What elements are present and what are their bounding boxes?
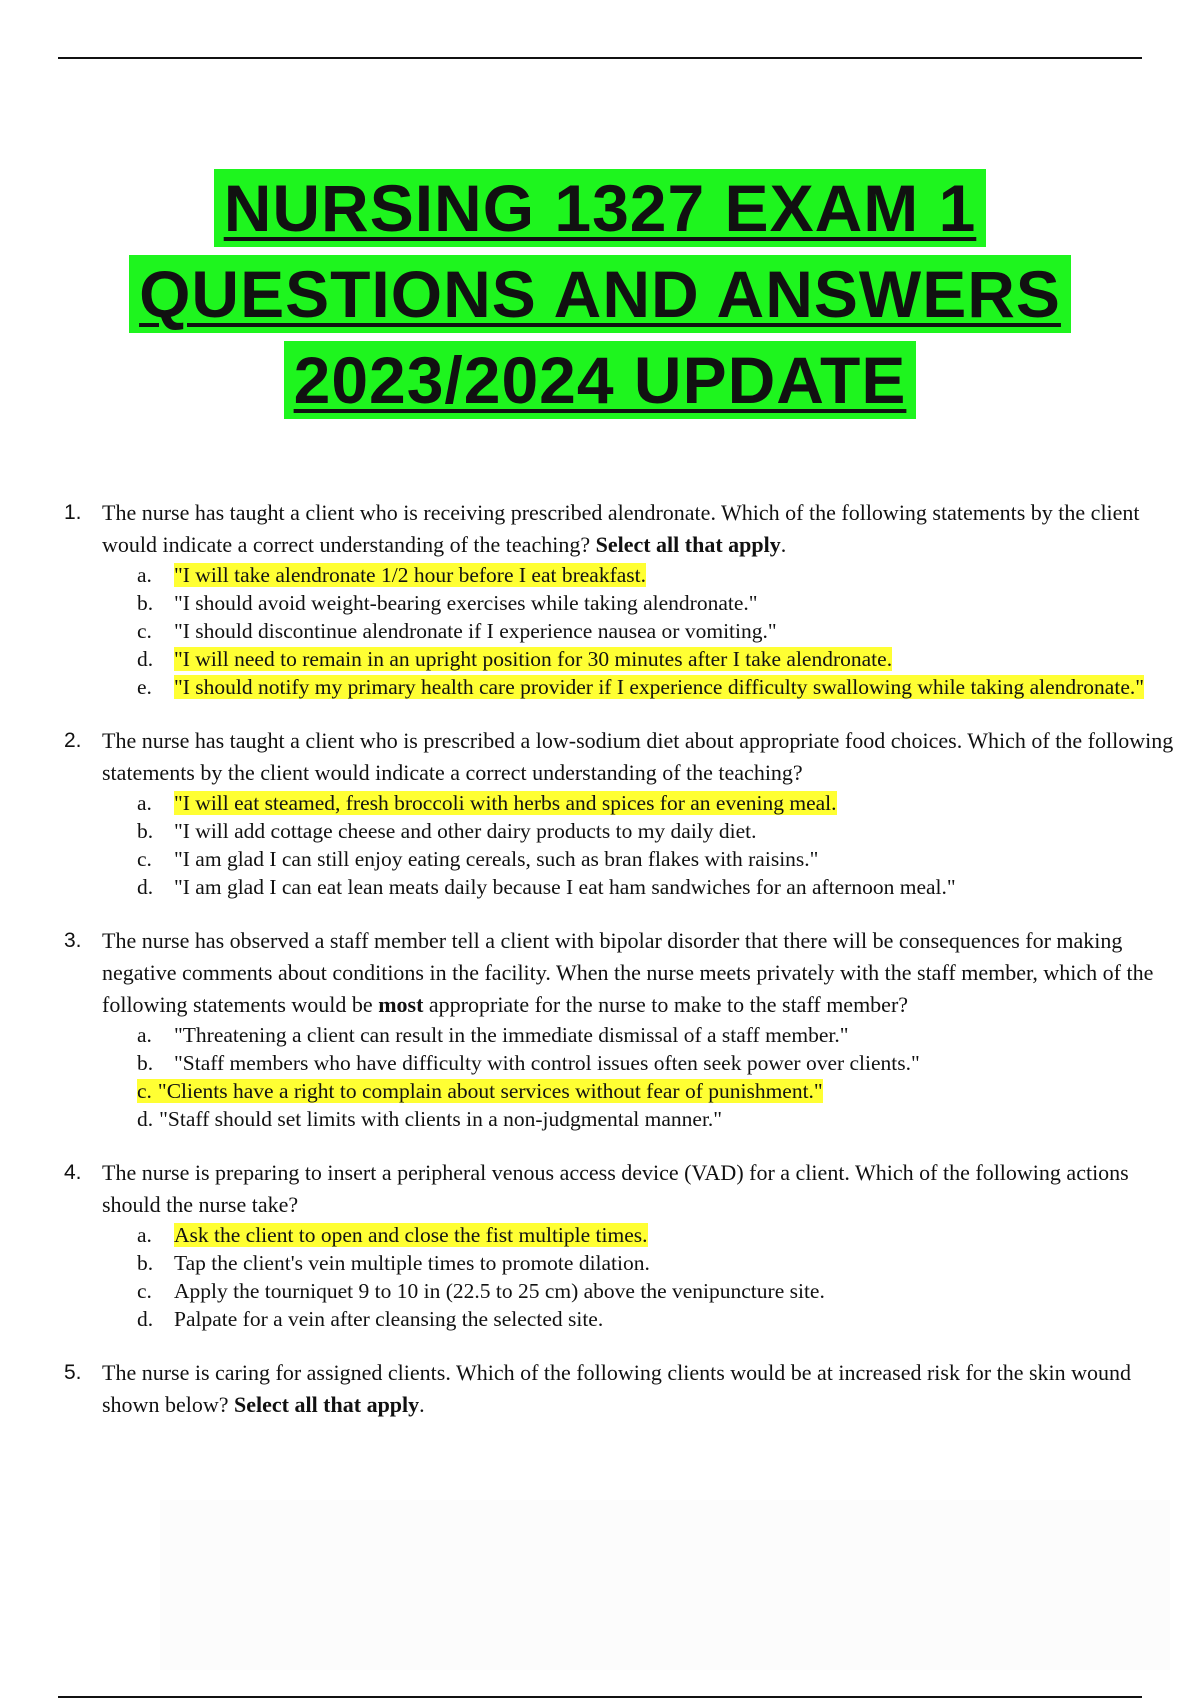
- option-text: "I am glad I can still enjoy eating cereals, such as bran flakes with raisins.": [174, 847, 819, 871]
- option-list: [102, 561, 1182, 701]
- option-d: [102, 1105, 1182, 1133]
- question-3: [64, 925, 1182, 1133]
- select-all-emphasis: Select all that apply: [233, 1392, 420, 1417]
- question-1: [64, 497, 1182, 701]
- option-d: [102, 1305, 1182, 1333]
- option-a: [102, 789, 1182, 817]
- bottom-rule: [58, 1696, 1142, 1698]
- question-stem-text: The nurse is caring for assigned clients. Which of the following clients would be at increased risk for the skin wound shown below?: [102, 1360, 1132, 1417]
- option-text: "I am glad I can eat lean meats daily because I eat ham sandwiches for an afternoon meal.": [174, 875, 956, 899]
- option-letter: a.: [137, 791, 152, 815]
- option-letter: d.: [137, 1307, 154, 1331]
- top-rule: [58, 57, 1142, 59]
- option-letter: d.: [137, 647, 154, 671]
- option-letter: d.: [137, 875, 154, 899]
- title-line-2: QUESTIONS AND ANSWERS: [129, 255, 1071, 333]
- option-letter: c.: [137, 1079, 152, 1103]
- option-letter: b.: [137, 819, 154, 843]
- option-d: [102, 873, 1182, 901]
- option-letter: a.: [137, 1223, 152, 1247]
- option-list: [102, 1221, 1182, 1333]
- option-list: [102, 789, 1182, 901]
- option-b: [102, 1049, 1182, 1077]
- stem-tail: .: [780, 532, 787, 557]
- question-5: [64, 1357, 1182, 1421]
- option-text: "I will take alendronate 1/2 hour before I eat breakfast.: [174, 563, 647, 587]
- option-b: [102, 817, 1182, 845]
- option-c: [102, 1077, 1182, 1105]
- option-b: [102, 1249, 1182, 1277]
- option-letter: a.: [137, 1023, 152, 1047]
- question-number: 5.: [64, 1361, 82, 1384]
- stem-tail: .: [419, 1392, 425, 1417]
- question-stem: The nurse has taught a client who is prescribed a low-sodium diet about appropriate food choices. Which of the following statements by the client would indicate a correct understanding of the teaching?: [102, 728, 1174, 785]
- option-text: "Staff should set limits with clients in a non-judgmental manner.": [159, 1107, 723, 1131]
- option-text: "I will eat steamed, fresh broccoli with herbs and spices for an evening meal.: [174, 791, 837, 815]
- option-text: "I should discontinue alendronate if I experience nausea or vomiting.": [174, 619, 777, 643]
- option-c: [102, 845, 1182, 873]
- option-text: "I will need to remain in an upright position for 30 minutes after I take alendronate.: [174, 647, 893, 671]
- option-letter: b.: [137, 1251, 154, 1275]
- title-line-1: NURSING 1327 EXAM 1: [214, 169, 987, 247]
- title-line-3: 2023/2024 UPDATE: [284, 341, 917, 419]
- most-emphasis: most: [378, 992, 424, 1017]
- question-number: 4.: [64, 1161, 82, 1184]
- question-4: [64, 1157, 1182, 1333]
- option-letter: c.: [137, 1279, 152, 1303]
- option-text: "I should notify my primary health care provider if I experience difficulty swallowing while taking alendronate.": [174, 675, 1145, 699]
- question-number: 2.: [64, 729, 82, 752]
- option-letter: c.: [137, 619, 152, 643]
- option-letter: c.: [137, 847, 152, 871]
- document-title: [0, 165, 1200, 423]
- question-stem: [102, 925, 1182, 1021]
- wound-image-placeholder: [160, 1500, 1170, 1670]
- question-stem-text-after: appropriate for the nurse to make to the staff member?: [428, 992, 909, 1017]
- question-stem: [102, 1357, 1182, 1421]
- option-text: Palpate for a vein after cleansing the selected site.: [174, 1307, 604, 1331]
- option-a: [102, 1221, 1182, 1249]
- option-letter: e.: [137, 675, 152, 699]
- option-text: "Threatening a client can result in the immediate dismissal of a staff member.": [174, 1023, 849, 1047]
- option-text: Tap the client's vein multiple times to promote dilation.: [174, 1251, 650, 1275]
- question-stem-text: The nurse has observed a staff member tell a client with bipolar disorder that there will be consequences for making negative comments about conditions in the facility. When the nurse meets privately with the staff member, which of the following statements would be: [102, 928, 1154, 1017]
- question-stem-text: The nurse has taught a client who is receiving prescribed alendronate. Which of the following statements by the client would indicate a correct understanding of the teaching?: [102, 500, 1140, 557]
- option-a: [102, 1021, 1182, 1049]
- option-text: "I should avoid weight-bearing exercises while taking alendronate.": [174, 591, 758, 615]
- option-text: Ask the client to open and close the fist multiple times.: [174, 1223, 648, 1247]
- question-2: [64, 725, 1182, 901]
- option-a: [102, 561, 1182, 589]
- option-letter: a.: [137, 563, 152, 587]
- select-all-emphasis: Select all that apply: [595, 532, 781, 557]
- question-number: 3.: [64, 929, 82, 952]
- question-list: [64, 497, 1182, 1445]
- question-number: 1.: [64, 501, 82, 524]
- option-text: "Clients have a right to complain about services without fear of punishment.": [157, 1079, 823, 1103]
- option-text: Apply the tourniquet 9 to 10 in (22.5 to 25 cm) above the venipuncture site.: [174, 1279, 825, 1303]
- option-d: [102, 645, 1182, 673]
- option-list: [102, 1021, 1182, 1133]
- question-stem: [102, 497, 1182, 561]
- option-text: "Staff members who have difficulty with control issues often seek power over clients.": [174, 1051, 920, 1075]
- option-c: [102, 1277, 1182, 1305]
- option-text: "I will add cottage cheese and other dairy products to my daily diet.: [174, 819, 757, 843]
- question-stem: The nurse is preparing to insert a peripheral venous access device (VAD) for a client. Which of the following actions should the nurse take?: [102, 1160, 1129, 1217]
- option-b: [102, 589, 1182, 617]
- option-letter: b.: [137, 1051, 154, 1075]
- option-letter: b.: [137, 591, 154, 615]
- option-e: [102, 673, 1182, 701]
- option-c: [102, 617, 1182, 645]
- option-letter: d.: [137, 1107, 154, 1131]
